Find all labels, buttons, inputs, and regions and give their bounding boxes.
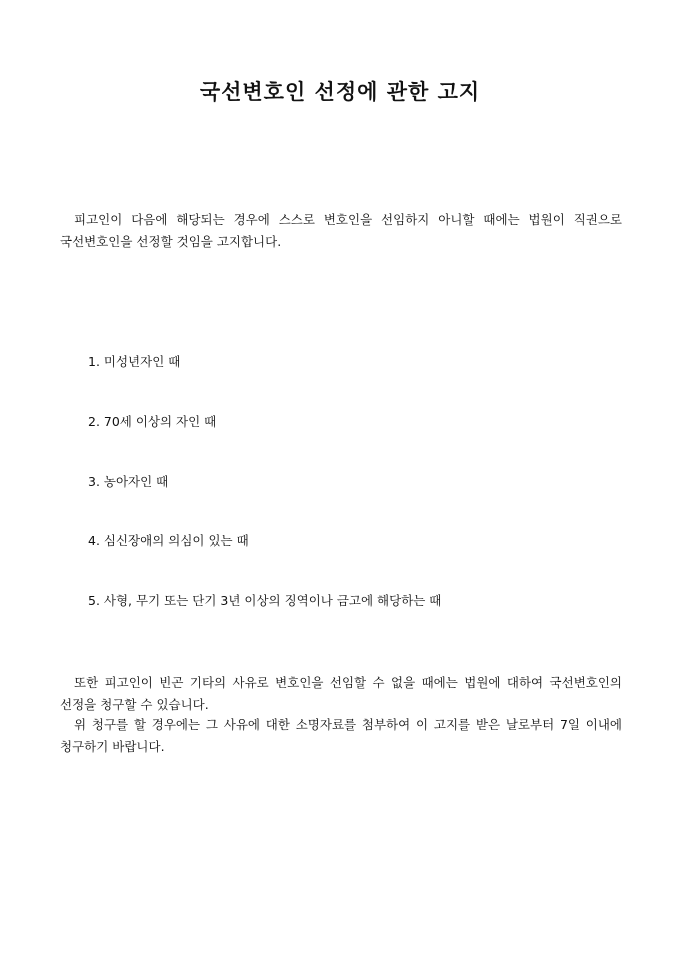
list-item: 5. 사형, 무기 또는 단기 3년 이상의 징역이나 금고에 해당하는 때 (88, 593, 442, 609)
intro-paragraph: 피고인이 다음에 해당되는 경우에 스스로 변호인을 선임하지 아니할 때에는 법원이 직권으로 국선변호인을 선정할 것임을 고지합니다. (60, 212, 622, 249)
conditions-list (88, 351, 441, 650)
closing-paragraph-request: 또한 피고인이 빈곤 기타의 사유로 변호인을 선임할 수 없을 때에는 법원에 대하여 국선변호인의 선정을 청구할 수 있습니다. (60, 675, 622, 712)
list-item: 3. 농아자인 때 (88, 473, 169, 489)
list-item: 1. 미성년자인 때 (88, 354, 181, 369)
list-item: 2. 70세 이상의 자인 때 (88, 413, 217, 429)
closing-paragraph-deadline: 위 청구를 할 경우에는 그 사유에 대한 소명자료를 첨부하여 이 고지를 받은 날로부터 7일 이내에 청구하기 바랍니다. (60, 717, 622, 754)
page-title: 국선변호인 선정에 관한 고지 (199, 79, 481, 104)
list-item: 4. 심신장애의 의심이 있는 때 (88, 533, 249, 549)
